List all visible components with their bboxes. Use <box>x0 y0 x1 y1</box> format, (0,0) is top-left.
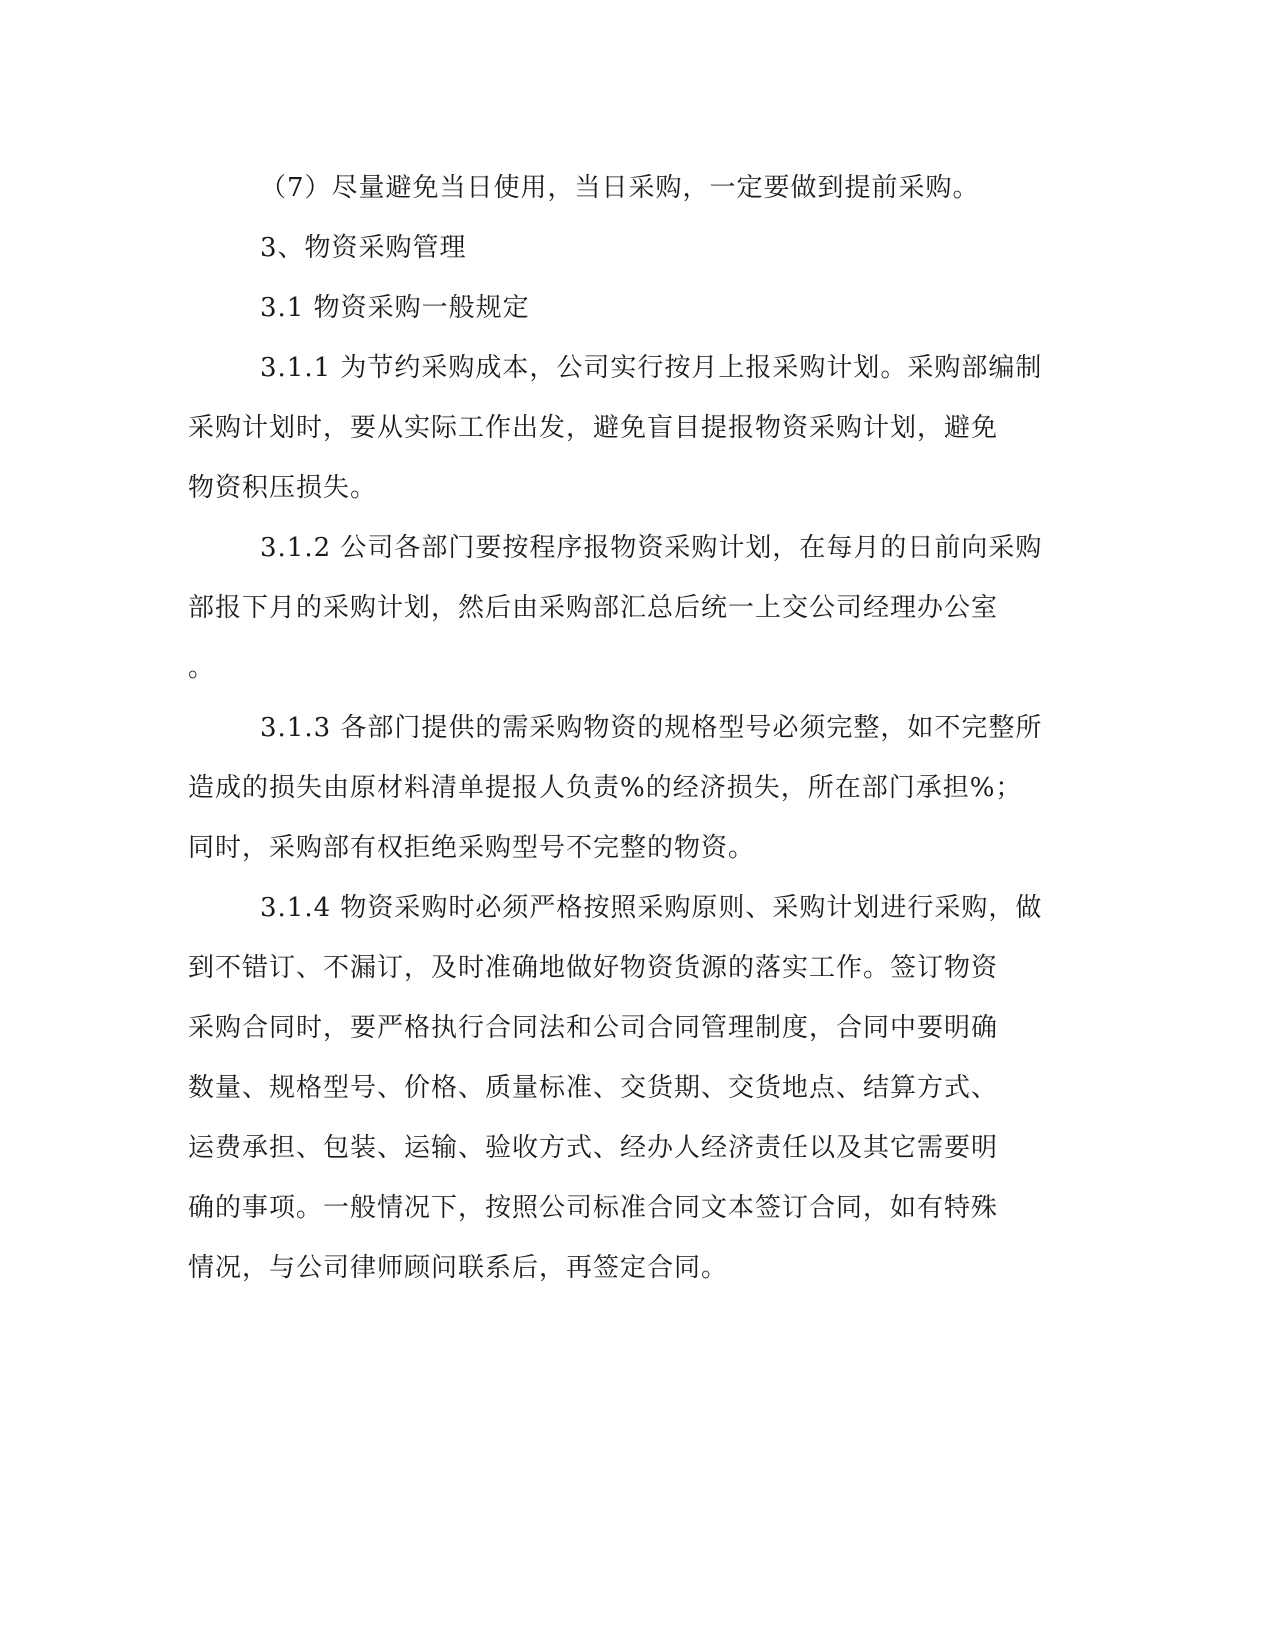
text-line: 。 <box>188 653 216 683</box>
text-line: 3.1.1 为节约采购成本，公司实行按月上报采购计划。采购部编制 <box>260 353 1043 383</box>
text-line: 3.1.4 物资采购时必须严格按照采购原则、采购计划进行采购，做 <box>260 893 1043 923</box>
text-line: 物资积压损失。 <box>188 473 378 503</box>
text-line: 到不错订、不漏订，及时准确地做好物资货源的落实工作。签订物资 <box>188 953 999 983</box>
text-line: 3.1 物资采购一般规定 <box>260 293 530 323</box>
text-line: 造成的损失由原材料清单提报人负责%的经济损失，所在部门承担%； <box>188 773 1023 803</box>
text-line: 3.1.3 各部门提供的需采购物资的规格型号必须完整，如不完整所 <box>260 713 1043 743</box>
text-line: 情况，与公司律师顾问联系后，再签定合同。 <box>188 1253 729 1283</box>
paragraph-item-7 <box>188 158 1068 218</box>
clause-3-1-3 <box>188 698 1068 878</box>
text-line: 3、物资采购管理 <box>260 233 467 263</box>
clause-3-1-1 <box>188 338 1068 518</box>
text-line: 确的事项。一般情况下，按照公司标准合同文本签订合同，如有特殊 <box>188 1193 999 1223</box>
document-body <box>188 158 1068 1298</box>
text-line: 采购计划时，要从实际工作出发，避免盲目提报物资采购计划，避免 <box>188 413 999 443</box>
section-heading-3 <box>188 218 1068 278</box>
text-line: 同时，采购部有权拒绝采购型号不完整的物资。 <box>188 833 756 863</box>
clause-3-1-2 <box>188 518 1068 698</box>
text-line: （7）尽量避免当日使用，当日采购，一定要做到提前采购。 <box>260 173 980 203</box>
text-line: 运费承担、包装、运输、验收方式、经办人经济责任以及其它需要明 <box>188 1133 999 1163</box>
subsection-heading-3-1 <box>188 278 1068 338</box>
text-line: 采购合同时，要严格执行合同法和公司合同管理制度，合同中要明确 <box>188 1013 999 1043</box>
text-line: 数量、规格型号、价格、质量标准、交货期、交货地点、结算方式、 <box>188 1073 999 1103</box>
text-line: 3.1.2 公司各部门要按程序报物资采购计划，在每月的日前向采购 <box>260 533 1043 563</box>
clause-3-1-4 <box>188 878 1068 1298</box>
text-line: 部报下月的采购计划，然后由采购部汇总后统一上交公司经理办公室 <box>188 593 999 623</box>
